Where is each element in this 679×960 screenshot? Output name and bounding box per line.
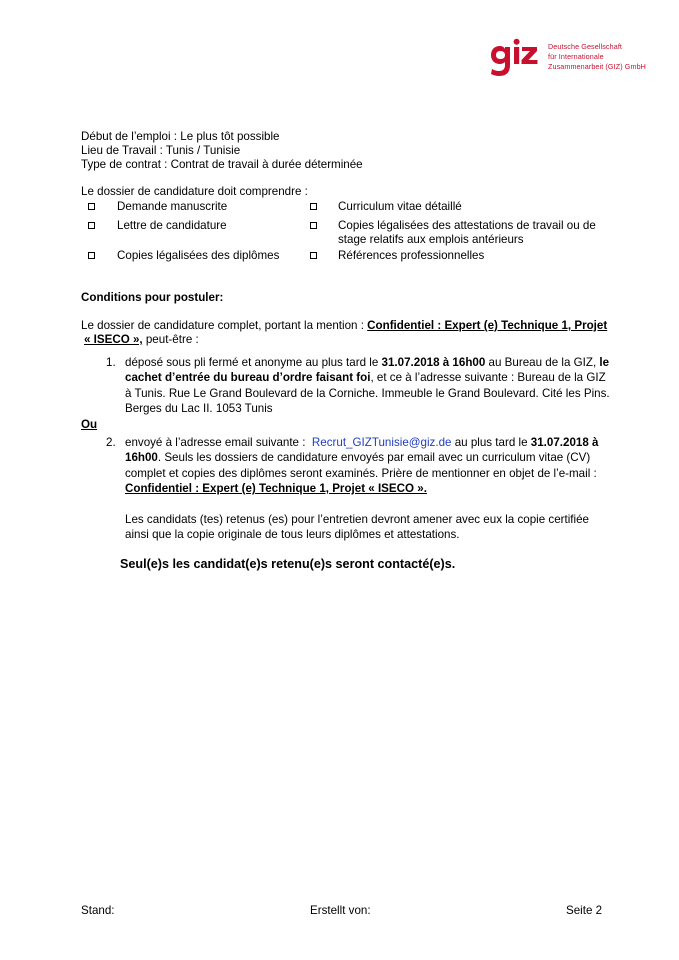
footer-page-number: Seite 2 (566, 904, 603, 917)
closing-statement: Seul(e)s les candidat(e)s retenu(e)s seront contacté(e)s. (120, 557, 456, 571)
list-number: 2. (106, 436, 116, 449)
checkbox-icon (88, 222, 95, 229)
start-date: Début de l’emploi : Le plus tôt possible (81, 130, 280, 143)
dossier-item-continued: stage relatifs aux emplois antérieurs (338, 233, 524, 246)
retained-note-line1: Les candidats (tes) retenus (es) pour l’entretien devront amener avec eux la copie certifiée (125, 513, 589, 526)
conditions-intro (81, 318, 607, 333)
item1-line1 (125, 355, 609, 370)
checkbox-icon (310, 203, 317, 210)
logo-text-line: Deutsche Gesellschaft (548, 42, 623, 51)
dossier-item: Références professionnelles (338, 249, 485, 262)
checkbox-icon (310, 222, 317, 229)
item1-line4: Berges du Lac II. 1053 Tunis (125, 402, 273, 415)
dossier-item: Demande manuscrite (117, 200, 228, 213)
dossier-item: Curriculum vitae détaillé (338, 200, 462, 213)
item1-text-a: déposé sous pli fermé et anonyme au plus tard le (125, 356, 382, 369)
item2-subject: Confidentiel : Expert (e) Technique 1, Projet « ISECO ». (125, 482, 427, 495)
dossier-item: Copies légalisées des attestations de travail ou de (338, 219, 596, 232)
item2-deadline-time: 16h00 (125, 451, 158, 464)
intro-prefix: Le dossier de candidature complet, portant la mention : (81, 319, 368, 332)
item2-deadline: 31.07.2018 à (530, 436, 599, 449)
conditions-heading: Conditions pour postuler: (81, 291, 224, 304)
checkbox-icon (310, 252, 317, 259)
retained-note-line2: ainsi que la copie originale de tous leurs diplômes et attestations. (125, 528, 460, 541)
item1-deadline: 31.07.2018 à 16h00 (381, 356, 486, 369)
contract-type: Type de contrat : Contrat de travail à durée déterminée (81, 158, 363, 171)
item1-line2-rest: , et ce à l’adresse suivante : Bureau de la GIZ (370, 371, 606, 384)
logo-company-name (548, 42, 668, 72)
or-separator: Ou (81, 418, 98, 431)
conditions-intro-line2 (84, 332, 199, 347)
work-location: Lieu de Travail : Tunis / Tunisie (81, 144, 241, 157)
dossier-item: Lettre de candidature (117, 219, 227, 232)
item1-line3: à Tunis. Rue Le Grand Boulevard de la Corniche. Immeuble le Grand Boulevard. Cité les Pins. (125, 387, 610, 400)
item1-line2 (125, 370, 606, 385)
logo-text-line: für Internationale (548, 52, 604, 61)
mention-part2: « ISECO », (84, 333, 143, 346)
item1-bold-b: le (599, 356, 610, 369)
item1-stamp-note: cachet d’entrée du bureau d’ordre faisant foi (125, 371, 371, 384)
item1-text-b: au Bureau de la GIZ, (485, 356, 600, 369)
logo-text-line: Zusammenarbeit (GIZ) GmbH (548, 62, 646, 71)
intro-suffix: peut-être : (142, 333, 199, 346)
list-number: 1. (106, 356, 116, 369)
item2-line3: complet et copies des diplômes seront examinés. Prière de mentionner en objet de l’e-mail : (125, 467, 597, 480)
mention-part1: Confidentiel : Expert (e) Technique 1, Projet (367, 319, 608, 332)
email-link[interactable]: Recrut_GIZTunisie@giz.de (311, 436, 452, 449)
checkbox-icon (88, 252, 95, 259)
item2-line2-rest: . Seuls les dossiers de candidature envoyés par email avec un curriculum vitae (CV) (157, 451, 591, 464)
footer-erstellt: Erstellt von: (310, 904, 371, 917)
giz-logo-mark (490, 38, 542, 80)
item2-text-a: envoyé à l’adresse email suivante : (125, 436, 306, 449)
checkbox-icon (88, 203, 95, 210)
footer-stand: Stand: (81, 904, 115, 917)
item2-line1 (125, 435, 598, 450)
dossier-item: Copies légalisées des diplômes (117, 249, 280, 262)
dossier-intro: Le dossier de candidature doit comprendre : (81, 185, 308, 198)
item2-line2 (125, 450, 590, 465)
item2-text-b: au plus tard le (451, 436, 531, 449)
